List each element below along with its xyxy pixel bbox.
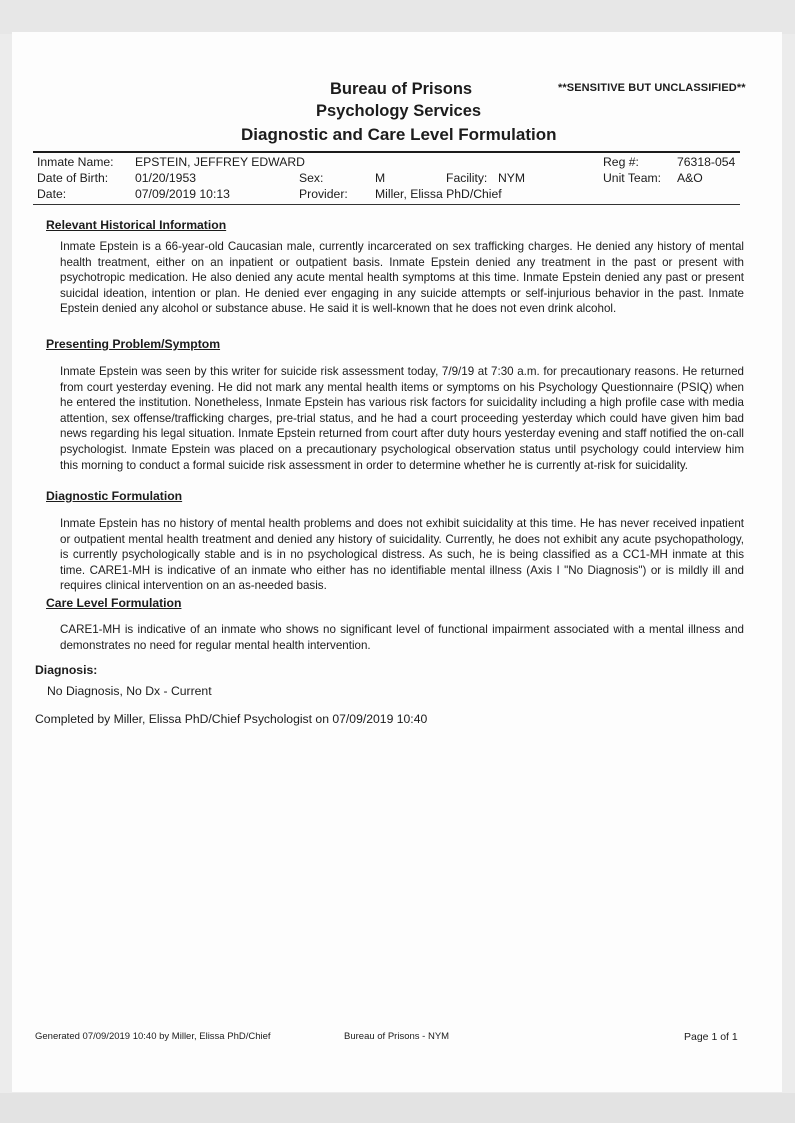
date-label: Date: (37, 187, 67, 201)
sex-value: M (375, 171, 386, 185)
footer-generated: Generated 07/09/2019 10:40 by Miller, Elissa PhD/Chief (35, 1031, 271, 1042)
agency-title: Bureau of Prisons (330, 80, 473, 98)
completed-by: Completed by Miller, Elissa PhD/Chief Psychologist on 07/09/2019 10:40 (35, 712, 428, 726)
scan-border-bottom (0, 1093, 795, 1123)
unit-team-value: A&O (677, 171, 703, 185)
sex-label: Sex: (299, 171, 324, 185)
section-historical-title: Relevant Historical Information (46, 218, 227, 232)
section-care-level-text: CARE1-MH is indicative of an inmate who shows no significant level of functional impairment associated with a mental illness and demonstrates no need for regular mental health intervention. (60, 623, 744, 652)
scan-border-top (0, 0, 795, 34)
reg-number: 76318-054 (677, 155, 736, 169)
date-value: 07/09/2019 10:13 (135, 187, 230, 201)
facility-value: NYM (498, 171, 526, 185)
provider-label: Provider: (299, 187, 348, 201)
section-historical-text: Inmate Epstein is a 66-year-old Caucasian male, currently incarcerated on sex trafficking charges. He denied any history of mental health treatment, either on an inpatient or outpatient basis. Inmate Epstein denied any treatment in the past or present with psychotropic medication. He also denied any acute mental health symptoms at this time. Inmate Epstein denied any past or present suicidal ideation, intention or plan. He denied ever engaging in any suicide attempts or self-injurious behavior in the past. Inmate Epstein denied any alcohol or substance abuse. He said it is well-known that he does not even drink alcohol. (60, 240, 744, 316)
header-rule-top (33, 151, 740, 153)
unit-team-label: Unit Team: (603, 171, 662, 185)
inmate-name: EPSTEIN, JEFFREY EDWARD (135, 155, 305, 169)
department-title: Psychology Services (316, 102, 482, 120)
section-presenting-title: Presenting Problem/Symptom (46, 337, 221, 351)
inmate-name-label: Inmate Name: (37, 155, 114, 169)
section-presenting-text: Inmate Epstein was seen by this writer for suicide risk assessment today, 7/9/19 at 7:30 a.m. for precautionary reasons. He returned from court yesterday evening. He did not mark any mental health items or symptoms on his Psychology Questionnaire (PSIQ) when he entered the institution. Nonetheless, Inmate Epstein has various risk factors for suicidality including a high profile case with media attention, sex offense/trafficking charges, pre-trial status, and he had a court proceeding yesterday which could have given him bad news regarding his legal situation. Inmate Epstein returned from court after duty hours yesterday evening and staff notified the on-call psychologist. Inmate Epstein was placed on a precautionary psychological observation status until psychology could interview him this morning to conduct a formal suicide risk assessment in order to determine whether he is currently at-risk for suicidality. (60, 365, 744, 472)
reg-label: Reg #: (603, 155, 639, 169)
diagnosis-value: No Diagnosis, No Dx - Current (47, 684, 212, 698)
diagnosis-label: Diagnosis: (35, 663, 98, 677)
footer-location: Bureau of Prisons - NYM (344, 1031, 450, 1042)
facility-label: Facility: (446, 171, 488, 185)
section-care-level-title: Care Level Formulation (46, 596, 182, 610)
form-title: Diagnostic and Care Level Formulation (241, 125, 557, 144)
section-diagnostic-title: Diagnostic Formulation (46, 489, 183, 503)
section-diagnostic-text: Inmate Epstein has no history of mental health problems and does not exhibit suicidality at this time. He has never received inpatient or outpatient mental health treatment and denied any history of suicidality. Currently, he does not exhibit any acute psychopathology, is currently psychologically stable and is in no psychological distress. As such, he is being classified as a CC1-MH inmate at this time. CARE1-MH is indicative of an inmate who either has no identifiable mental illness (Axis I "No Diagnosis") or is mildly ill and requires clinical intervention on an as-needed basis. (60, 517, 744, 593)
sensitivity-marking: **SENSITIVE BUT UNCLASSIFIED** (558, 82, 746, 94)
dob-value: 01/20/1953 (135, 171, 196, 185)
dob-label: Date of Birth: (37, 171, 109, 185)
footer-page-number: Page 1 of 1 (684, 1031, 738, 1043)
provider-value: Miller, Elissa PhD/Chief (375, 187, 502, 201)
header-rule-bottom (33, 204, 740, 205)
